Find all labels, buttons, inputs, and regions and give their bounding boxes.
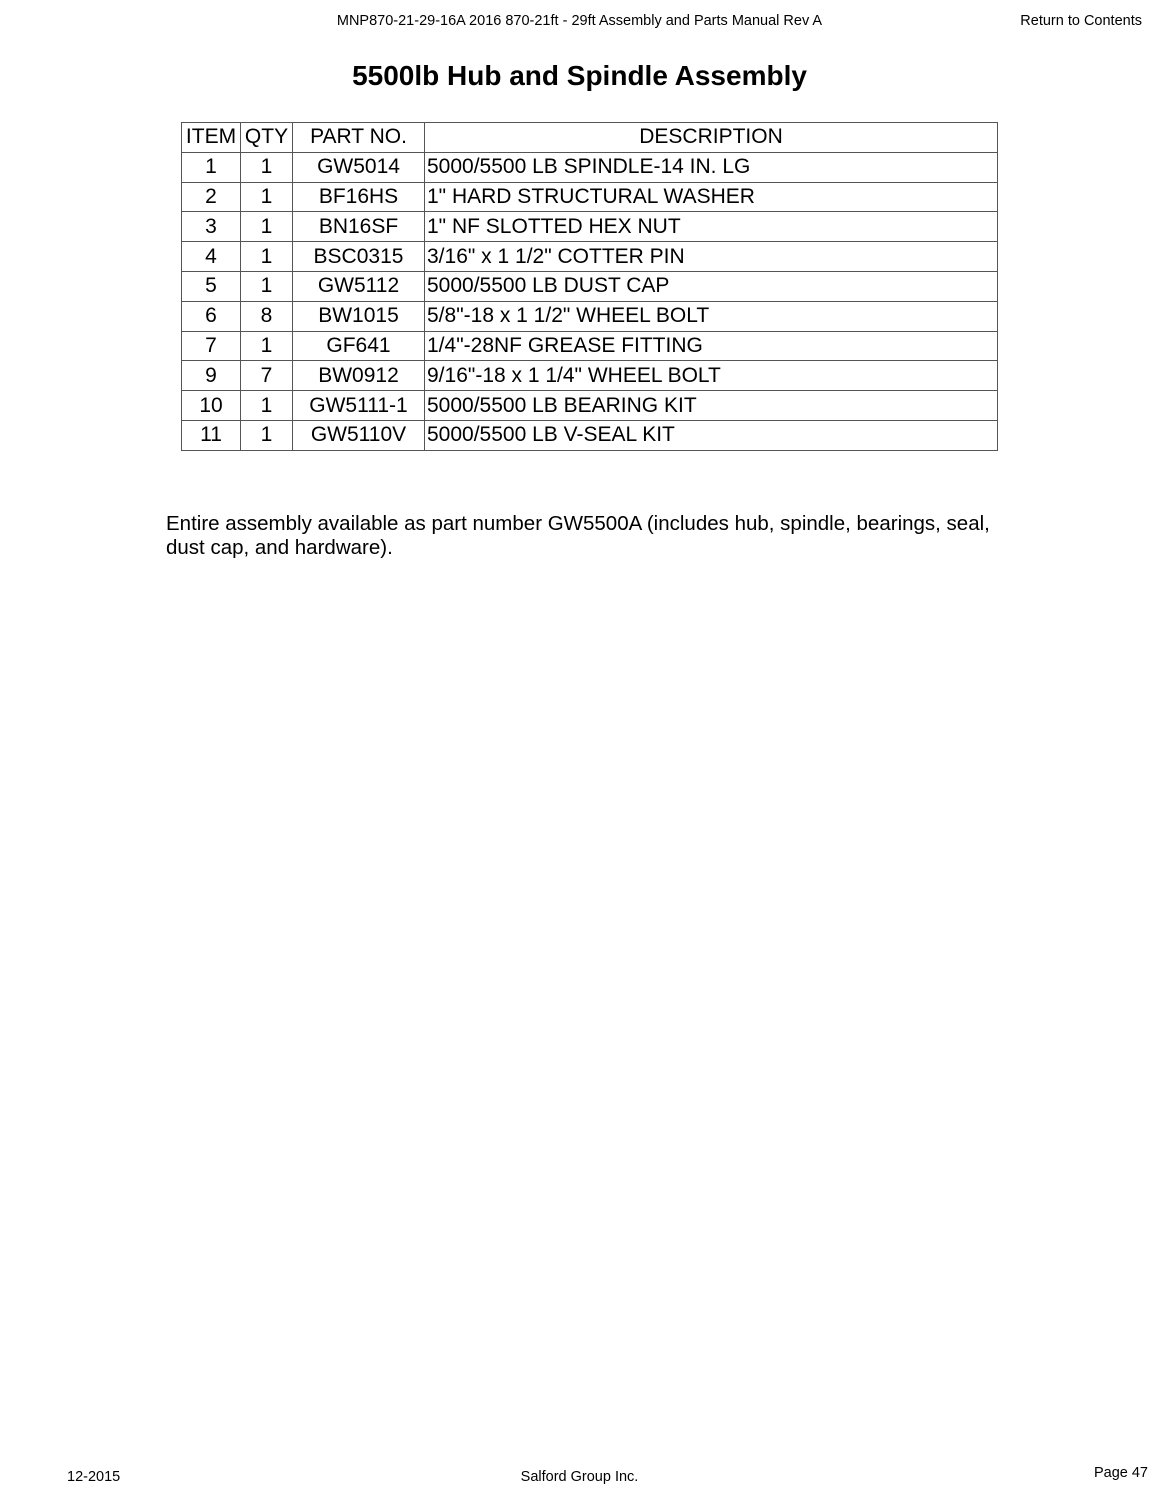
page-number: Page 47: [1093, 1465, 1148, 1481]
part-no-cell: GF641: [293, 331, 425, 361]
qty-cell: 1: [241, 152, 293, 182]
description-cell: 5/8"-18 x 1 1/2" WHEEL BOLT: [425, 301, 998, 331]
part-no-cell: BSC0315: [293, 242, 425, 272]
qty-cell: 1: [241, 331, 293, 361]
description-cell: 1/4"-28NF GREASE FITTING: [425, 331, 998, 361]
document-id: MNP870-21-29-16A 2016 870-21ft - 29ft Assembly and Parts Manual Rev A: [336, 13, 823, 29]
qty-cell: 8: [241, 301, 293, 331]
return-to-contents-link[interactable]: Return to Contents: [1020, 13, 1142, 29]
item-cell: 7: [182, 331, 241, 361]
table-row: [182, 331, 998, 361]
table-row: [182, 152, 998, 182]
description-cell: 5000/5500 LB V-SEAL KIT: [425, 420, 998, 450]
part-no-cell: GW5014: [293, 152, 425, 182]
part-no-cell: BW0912: [293, 361, 425, 391]
header-qty: QTY: [241, 123, 293, 153]
description-cell: 5000/5500 LB BEARING KIT: [425, 391, 998, 421]
item-cell: 1: [182, 152, 241, 182]
description-cell: 3/16" x 1 1/2" COTTER PIN: [425, 242, 998, 272]
item-cell: 4: [182, 242, 241, 272]
footer-company: Salford Group Inc.: [520, 1469, 639, 1485]
part-no-cell: GW5111-1: [293, 391, 425, 421]
description-cell: 9/16"-18 x 1 1/4" WHEEL BOLT: [425, 361, 998, 391]
header-item: ITEM: [182, 123, 241, 153]
page-footer: [0, 1465, 1159, 1489]
qty-cell: 1: [241, 271, 293, 301]
table-row: [182, 271, 998, 301]
item-cell: 9: [182, 361, 241, 391]
part-no-cell: BW1015: [293, 301, 425, 331]
item-cell: 11: [182, 420, 241, 450]
table-row: [182, 361, 998, 391]
item-cell: 6: [182, 301, 241, 331]
table-row: [182, 242, 998, 272]
item-cell: 10: [182, 391, 241, 421]
parts-table: [181, 122, 998, 451]
header-part-no: PART NO.: [293, 123, 425, 153]
assembly-note: Entire assembly available as part number GW5500A (includes hub, spindle, bearings, seal, dust cap, and hardware).: [166, 512, 990, 559]
item-cell: 3: [182, 212, 241, 242]
part-no-cell: GW5112: [293, 271, 425, 301]
footer-date: 12-2015: [67, 1469, 121, 1485]
table-row: [182, 391, 998, 421]
page-header: [0, 13, 1159, 33]
qty-cell: 1: [241, 212, 293, 242]
qty-cell: 1: [241, 182, 293, 212]
table-row: [182, 212, 998, 242]
item-cell: 5: [182, 271, 241, 301]
description-cell: 1" NF SLOTTED HEX NUT: [425, 212, 998, 242]
qty-cell: 7: [241, 361, 293, 391]
description-cell: 1" HARD STRUCTURAL WASHER: [425, 182, 998, 212]
part-no-cell: GW5110V: [293, 420, 425, 450]
table-row: [182, 301, 998, 331]
qty-cell: 1: [241, 391, 293, 421]
description-cell: 5000/5500 LB SPINDLE-14 IN. LG: [425, 152, 998, 182]
table-header-row: [182, 123, 998, 153]
header-description: DESCRIPTION: [425, 123, 998, 153]
table-row: [182, 182, 998, 212]
part-no-cell: BF16HS: [293, 182, 425, 212]
qty-cell: 1: [241, 420, 293, 450]
description-cell: 5000/5500 LB DUST CAP: [425, 271, 998, 301]
part-no-cell: BN16SF: [293, 212, 425, 242]
table-row: [182, 420, 998, 450]
qty-cell: 1: [241, 242, 293, 272]
page-title: 5500lb Hub and Spindle Assembly: [352, 60, 807, 91]
item-cell: 2: [182, 182, 241, 212]
